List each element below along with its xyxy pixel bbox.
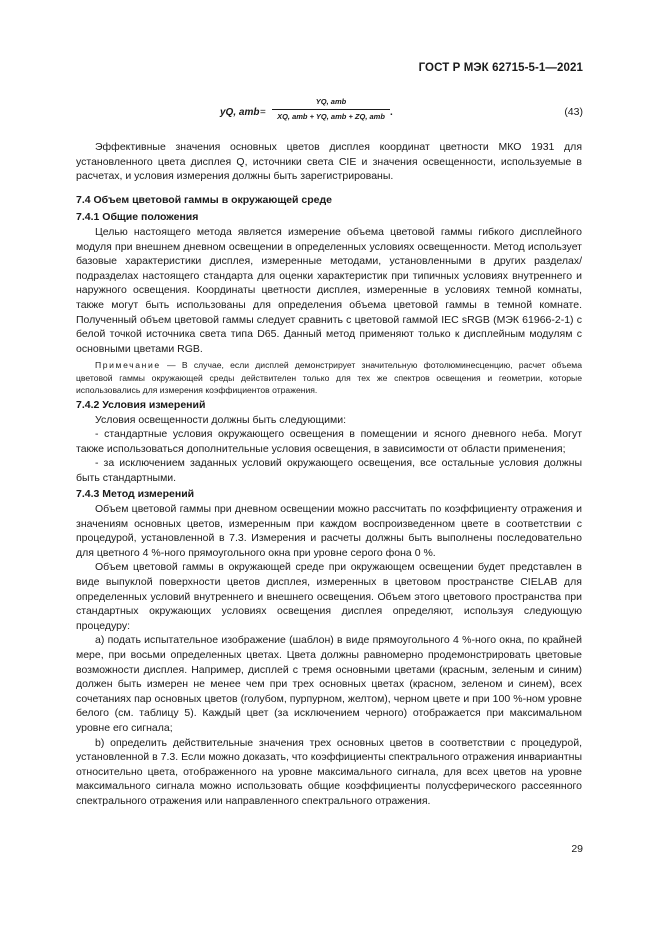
subsection-heading-7-4-3: 7.4.3 Метод измерений bbox=[76, 488, 195, 501]
section-heading-7-4: 7.4 Объем цветовой гаммы в окружающей среде bbox=[76, 193, 333, 206]
equation-number: (43) bbox=[564, 106, 583, 118]
list-item-standard-conditions: - стандартные условия окружающего освещения в помещении и ясного дневного неба. Могут также использоваться дополнительные условия освещения, в зависимости от области применения; bbox=[76, 428, 582, 455]
formula-period: . bbox=[390, 107, 393, 118]
paragraph-general: Целью настоящего метода является измерение объема цветовой гаммы гибкого дисплейного модуля при внешнем дневном освещении в определенных условиях освещенности. Метод использует базовые характеристики дисплея, измеренные методами, установленными в других разделах/подразделах настоящего стандарта для оценки характеристик при типичных условиях внутреннего и наружного освещения. Координаты цветности дисплея, измеренные в условиях темной комнаты, также могут быть использованы для определения объема цветовой гаммы в темной комнате. Полученный объем цветовой гаммы следует сравнить с цветовой гаммой IEC sRGB (МЭК 61966-2-1) с белой точкой источника света типа D65. Данный метод применяют только к дисплейным модулям с основными цветами RGB. bbox=[76, 225, 582, 355]
note-label: Примечание bbox=[95, 360, 161, 371]
paragraph-effective-values: Эффективные значения основных цветов дисплея координат цветности МКО 1931 для установленного цвета дисплея Q, источники света CIE и значения освещенности, используемые в расчетах, и условия измерения должны быть зарегистрированы. bbox=[76, 141, 582, 183]
formula-lhs: yQ, amb bbox=[220, 107, 260, 118]
paragraph-method-1: Объем цветовой гаммы при дневном освещении можно рассчитать по коэффициенту отражения и значениям основных цветов, измеренным при каждом воспроизведенном цвете в соответствии с процедурой, установленной в 7.3. Измерения и расчеты должны быть выполнены последовательно для цветного 4 %-ного прямоугольного окна при уровне серого фона 0 %. bbox=[76, 503, 582, 559]
standard-header: ГОСТ Р МЭК 62715-5-1—2021 bbox=[418, 62, 583, 74]
formula-denominator: XQ, amb + YQ, amb + ZQ, amb bbox=[277, 112, 385, 121]
subsection-heading-7-4-2: 7.4.2 Условия измерений bbox=[76, 398, 206, 411]
formula-numerator: YQ, amb bbox=[315, 97, 347, 106]
note-text: — В случае, если дисплей демонстрирует значительную фотолюминесценцию, расчет объема цветовой гаммы окружающей среды действителен только для тех же спектров освещения и геометрии, которые использовались для измерения коэффициентов отражения. bbox=[76, 360, 582, 395]
list-item-other-conditions: - за исключением заданных условий окружающего освещения, все остальные условия должны быть стандартными. bbox=[76, 457, 582, 484]
paragraph-conditions: Условия освещенности должны быть следующими: bbox=[95, 413, 347, 426]
document-body bbox=[76, 140, 582, 809]
formula-43 bbox=[220, 96, 400, 130]
note bbox=[76, 359, 582, 396]
paragraph-method-2: Объем цветовой гаммы в окружающей среде при окружающем освещении будет представлен в виде выпуклой поверхности цветов дисплея, измеренных в цветовом пространстве CIELAB для определенных условий внутреннего и внешнего освещения. Объем этого цветового пространства при стандартных окружающих условиях освещения дисплея определяют, используя следующую процедуру: bbox=[76, 561, 582, 632]
fraction-bar bbox=[272, 109, 390, 110]
procedure-step-b: b) определить действительные значения трех основных цветов в соответствии с процедурой, установленной в 7.3. Если можно доказать, что коэффициенты спектрального отражения инвариантны относительно цвета, отображенного на уровне максимального сигнала, для всех цветов на уровне максимального сигнала можно использовать общие коэффициенты полусферического рассеянного спектрального отражения или направленного спектрального отражения. bbox=[76, 736, 582, 807]
page-number: 29 bbox=[571, 843, 583, 855]
procedure-step-a: a) подать испытательное изображение (шаблон) в виде прямоугольного 4 %-ного окна, по крайней мере, при восьми определенных цветах. Цвета должны равномерно продемонстрировать цветовые возможности дисплея. Например, дисплей с тремя основными цветами (красным, зеленым и синим) должен быть измерен не менее чем при трех основных цветах (красном, зеленом и синем), всех сочетаниях пар основных цветов (голубом, пурпурном, желтом), черном цвете и при 100 %-ном уровне белого (см. таблицу 5). Каждый цвет (за исключением черного) отображается при максимальном уровне его сигнала; bbox=[76, 634, 582, 734]
formula-equals: = bbox=[260, 107, 266, 118]
subsection-heading-7-4-1: 7.4.1 Общие положения bbox=[76, 211, 199, 224]
